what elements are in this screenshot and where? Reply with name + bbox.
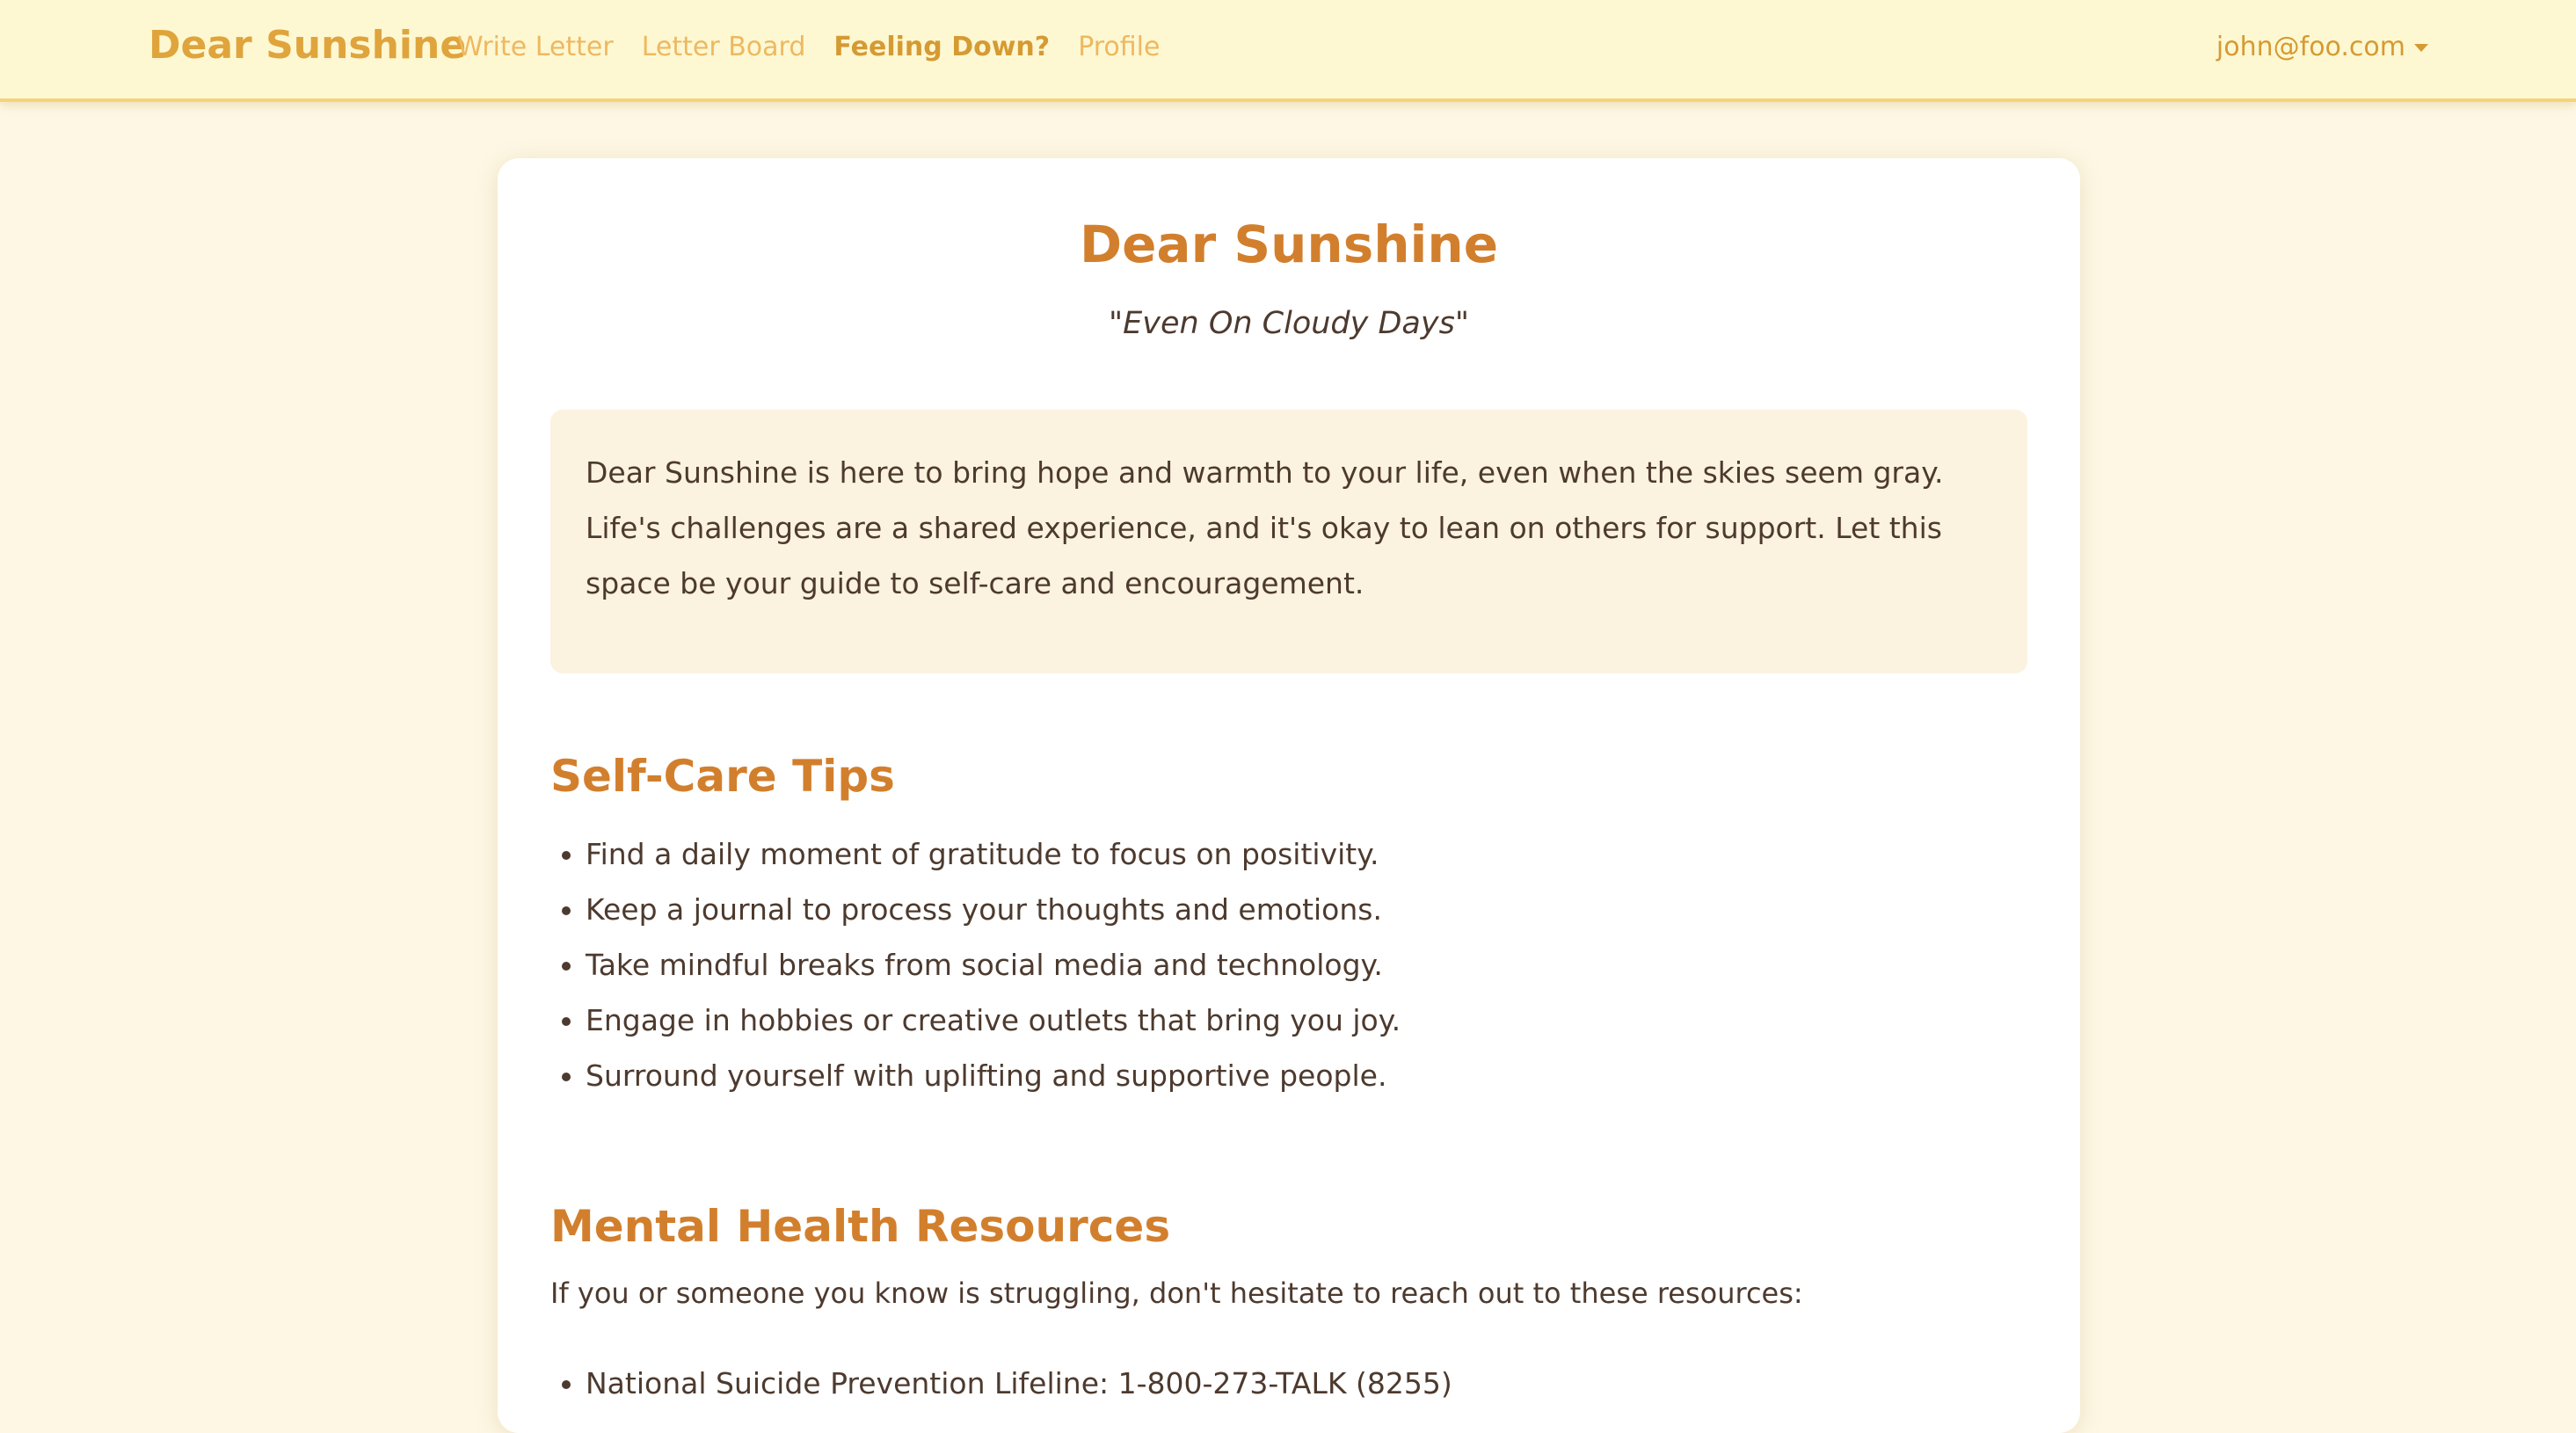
self-care-heading: Self-Care Tips [550, 751, 895, 802]
list-item: • Find a daily moment of gratitude to focus on positivity. [586, 826, 1401, 882]
top-navbar [0, 0, 2576, 102]
resources-list [586, 1356, 1452, 1411]
list-item: • National Suicide Prevention Lifeline: 1-800-273-TALK (8255) [586, 1356, 1452, 1411]
list-item: • Take mindful breaks from social media and technology. [586, 937, 1401, 993]
nav-letter-board[interactable]: Letter Board [641, 32, 806, 62]
list-item: • Surround yourself with uplifting and supportive people. [586, 1048, 1401, 1103]
list-item: • Engage in hobbies or creative outlets that bring you joy. [586, 993, 1401, 1048]
self-care-tips-list [586, 826, 1401, 1103]
caret-down-icon [2414, 44, 2428, 52]
nav-links [457, 32, 1160, 62]
resources-heading: Mental Health Resources [550, 1201, 1171, 1252]
user-email: john@foo.com [2216, 32, 2405, 62]
list-item: • Keep a journal to process your thoughts and emotions. [586, 882, 1401, 937]
intro-text: Dear Sunshine is here to bring hope and warmth to your life, even when the skies seem gray. Life's challenges are a shared experience, and it's okay to lean on others for support. Let this space be your guide to self-care and encouragement. [586, 455, 1944, 600]
brand-logo-link[interactable]: Dear Sunshine [149, 23, 467, 68]
page-title: Dear Sunshine [1079, 215, 1499, 274]
nav-feeling-down[interactable]: Feeling Down? [833, 32, 1051, 62]
page-subtitle: "Even On Cloudy Days" [1109, 306, 1469, 341]
intro-box [550, 410, 2027, 673]
user-menu-dropdown[interactable] [2216, 32, 2428, 62]
nav-profile[interactable]: Profile [1078, 32, 1161, 62]
nav-write-letter[interactable]: Write Letter [457, 32, 614, 62]
content-card [498, 158, 2080, 1433]
resources-intro: If you or someone you know is struggling, don't hesitate to reach out to these resources: [550, 1277, 1803, 1310]
